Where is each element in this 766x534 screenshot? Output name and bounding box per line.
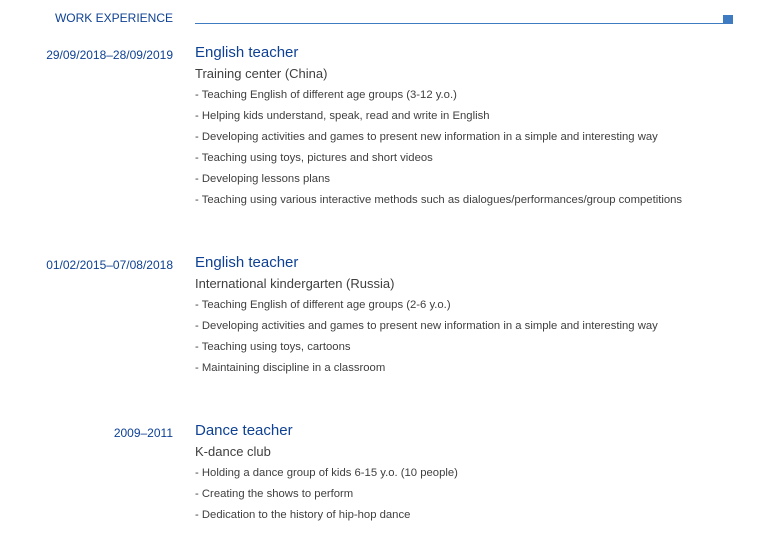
duty-item: - Teaching using toys, cartoons [195, 341, 351, 353]
job-title: Dance teacher [195, 422, 293, 439]
section-divider [195, 23, 729, 24]
employer-name: International kindergarten (Russia) [195, 276, 395, 291]
duty-item: - Teaching using various interactive methods such as dialogues/performances/group competitions [195, 194, 683, 206]
duty-item: - Developing activities and games to present new information in a simple and interesting way [195, 320, 658, 332]
entry-date: 29/09/2018–28/09/2019 [46, 48, 173, 62]
section-header [0, 9, 766, 29]
duties-list [195, 298, 755, 382]
employer-name: K-dance club [195, 444, 271, 459]
section-title: WORK EXPERIENCE [54, 11, 173, 25]
job-title: English teacher [195, 254, 299, 271]
duties-list [195, 466, 755, 529]
duty-item: - Developing lessons plans [195, 173, 331, 185]
duty-item: - Creating the shows to perform [195, 488, 354, 500]
duty-item: - Developing activities and games to present new information in a simple and interesting way [195, 131, 658, 143]
duty-item: - Holding a dance group of kids 6-15 y.o. (10 people) [195, 467, 458, 479]
duty-item: - Teaching English of different age groups (2-6 y.o.) [195, 299, 451, 311]
employer-name: Training center (China) [195, 66, 328, 81]
duty-item: - Maintaining discipline in a classroom [195, 362, 386, 374]
duty-item: - Helping kids understand, speak, read and write in English [195, 110, 490, 122]
entry-body [195, 254, 755, 382]
duties-list [195, 88, 755, 214]
duty-item: - Teaching using toys, pictures and short videos [195, 152, 433, 164]
entry-date: 2009–2011 [113, 426, 173, 440]
section-marker-square [723, 15, 733, 24]
job-title: English teacher [195, 44, 299, 61]
duty-item: - Teaching English of different age groups (3-12 y.o.) [195, 89, 457, 101]
entry-date: 01/02/2015–07/08/2018 [46, 258, 173, 272]
entry-body [195, 422, 755, 529]
entry-body [195, 44, 755, 214]
duty-item: - Dedication to the history of hip-hop dance [195, 509, 411, 521]
